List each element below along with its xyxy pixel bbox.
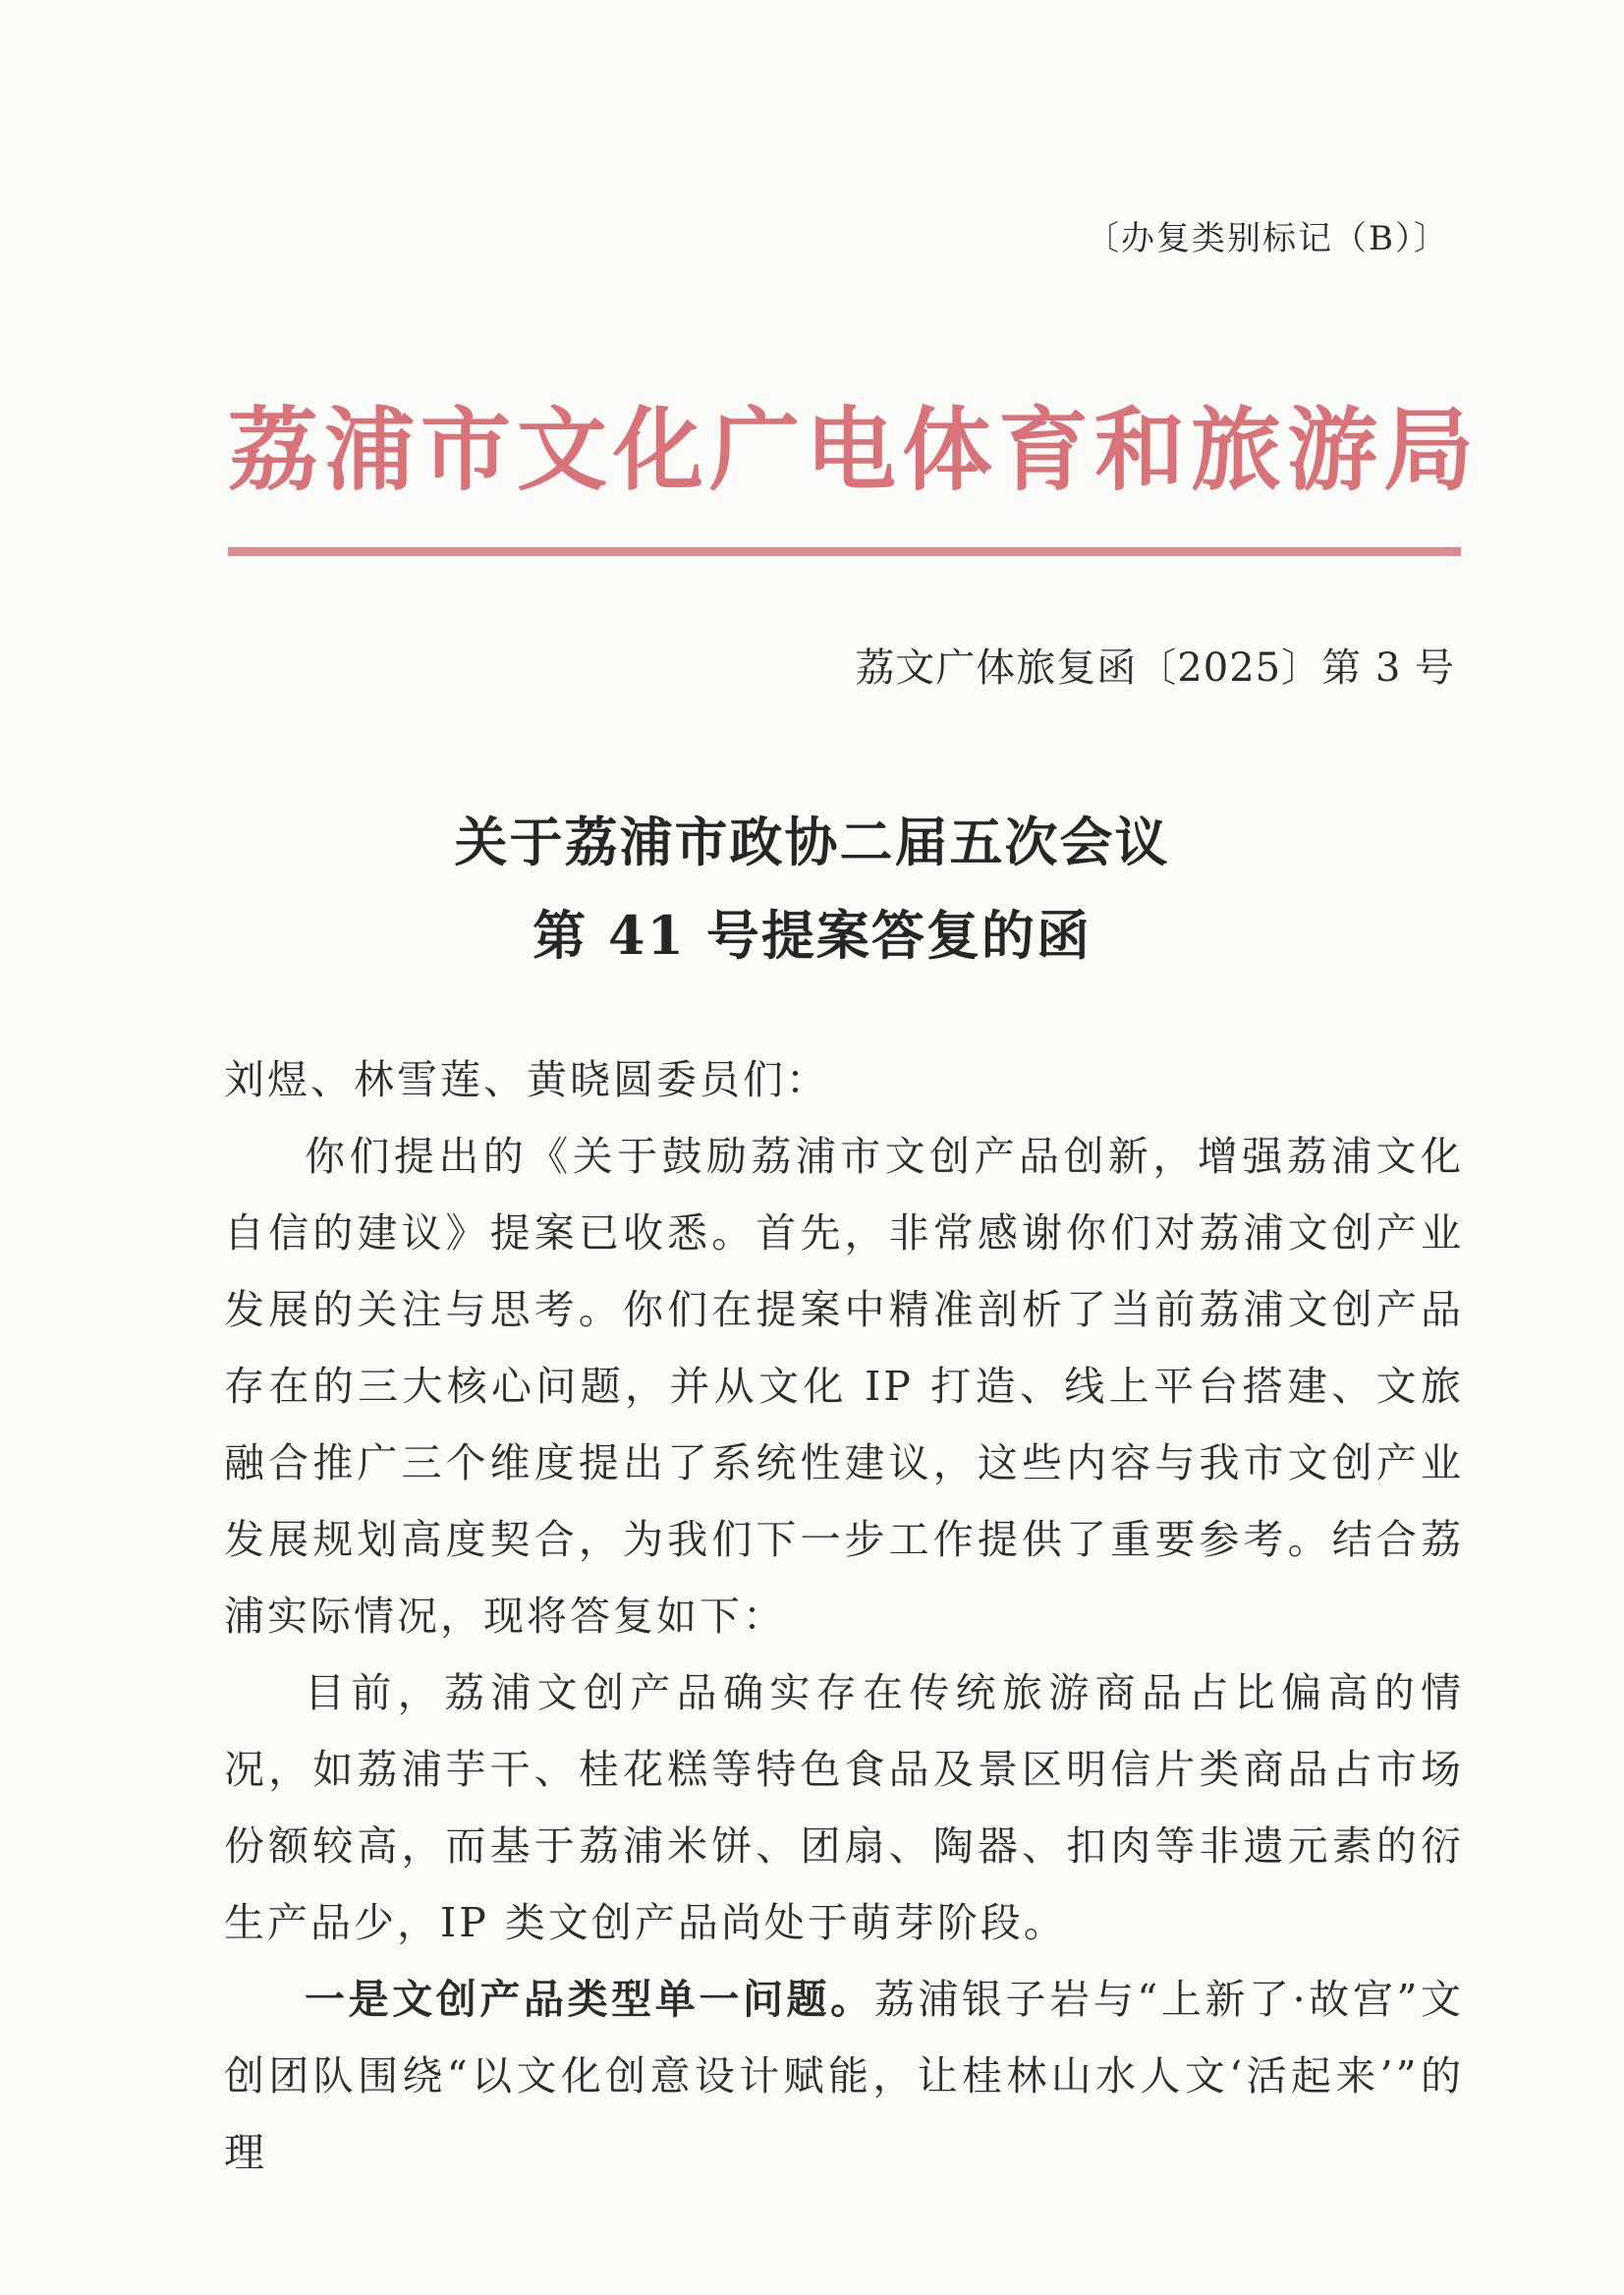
paragraph-issue-one-text: 荔浦银子岩与“上新了·故宫”文创团队围绕“以文化创意设计赋能，让桂林山水人文‘活起来’”的理 xyxy=(224,1976,1465,2176)
category-mark: 〔办复类别标记（B）〕 xyxy=(1086,219,1449,258)
paragraph-issue-one-lead: 一是文创产品类型单一问题。 xyxy=(305,1976,874,2023)
document-title-line-2: 第 41 号提案答复的函 xyxy=(532,904,1092,967)
paragraph-issue-one xyxy=(224,1961,1464,2191)
document-number: 荔文广体旅复函〔2025〕第 3 号 xyxy=(855,645,1455,691)
paragraph-current-status: 目前，荔浦文创产品确实存在传统旅游商品占比偏高的情况，如荔浦芋干、桂花糕等特色食品及景区明信片类商品占市场份额较高，而基于荔浦米饼、团扇、陶器、扣肉等非遗元素的衍生产品少，IP 类文创产品尚处于萌芽阶段。 xyxy=(224,1669,1464,1946)
document-body xyxy=(224,1041,1464,2191)
red-divider-line xyxy=(228,547,1461,556)
document-title-line-1: 关于荔浦市政协二届五次会议 xyxy=(454,811,1170,873)
organization-name: 荔浦市文化广电体育和旅游局 xyxy=(228,398,1481,503)
paragraph-intro: 你们提出的《关于鼓励荔浦市文创产品创新，增强荔浦文化自信的建议》提案已收悉。首先，非常感谢你们对荔浦文创产业发展的关注与思考。你们在提案中精准剖析了当前荔浦文创产品存在的三大核心问题，并从文化 IP 打造、线上平台搭建、文旅融合推广三个维度提出了系统性建议，这些内容与我市文创产业发展规划高度契合，为我们下一步工作提供了重要参考。结合荔浦实际情况，现将答复如下： xyxy=(224,1133,1464,1640)
salutation: 刘煜、林雪莲、黄晓圆委员们： xyxy=(224,1056,829,1103)
